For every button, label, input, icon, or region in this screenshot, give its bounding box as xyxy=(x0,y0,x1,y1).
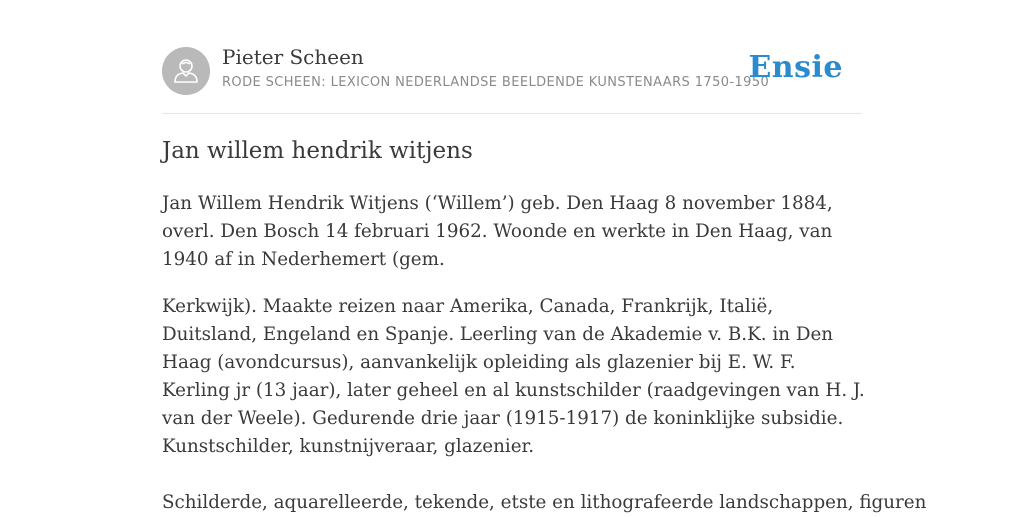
user-avatar-icon[interactable] xyxy=(162,47,210,95)
author-name[interactable]: Pieter Scheen xyxy=(222,45,364,69)
entry-paragraph: Kerkwijk). Maakte reizen naar Amerika, Canada, Frankrijk, Italië, Duitsland, Engeland en Spanje. Leerling van de Akademie v. B.K. in Den Haag (avondcursus), aanvankelijk opleiding als glazenier bij E. W. F. Kerling jr (13 jaar), later geheel en al kunstschilder (raadgevingen van H. J. van der Weele). Gedurende drie jaar (1915-1917) de koninklijke subsidie. Kunstschilder, kunstnijveraar, glazenier. xyxy=(162,296,865,457)
entry-header xyxy=(162,0,862,114)
entry-title: Jan willem hendrik witjens xyxy=(162,138,473,164)
brand-logo[interactable]: Ensie xyxy=(748,50,843,85)
entry-card xyxy=(162,0,927,513)
source-title[interactable]: RODE SCHEEN: LEXICON NEDERLANDSE BEELDENDE KUNSTENAARS 1750-1950 xyxy=(222,75,770,90)
entry-paragraph: Schilderde, aquarelleerde, tekende, etste en lithografeerde landschappen, figuren xyxy=(162,492,927,513)
entry-paragraph: Jan Willem Hendrik Witjens (‘Willem’) geb. Den Haag 8 november 1884, overl. Den Bosch 14 februari 1962. Woonde en werkte in Den Haag, van 1940 af in Nederhemert (gem. xyxy=(162,193,833,270)
